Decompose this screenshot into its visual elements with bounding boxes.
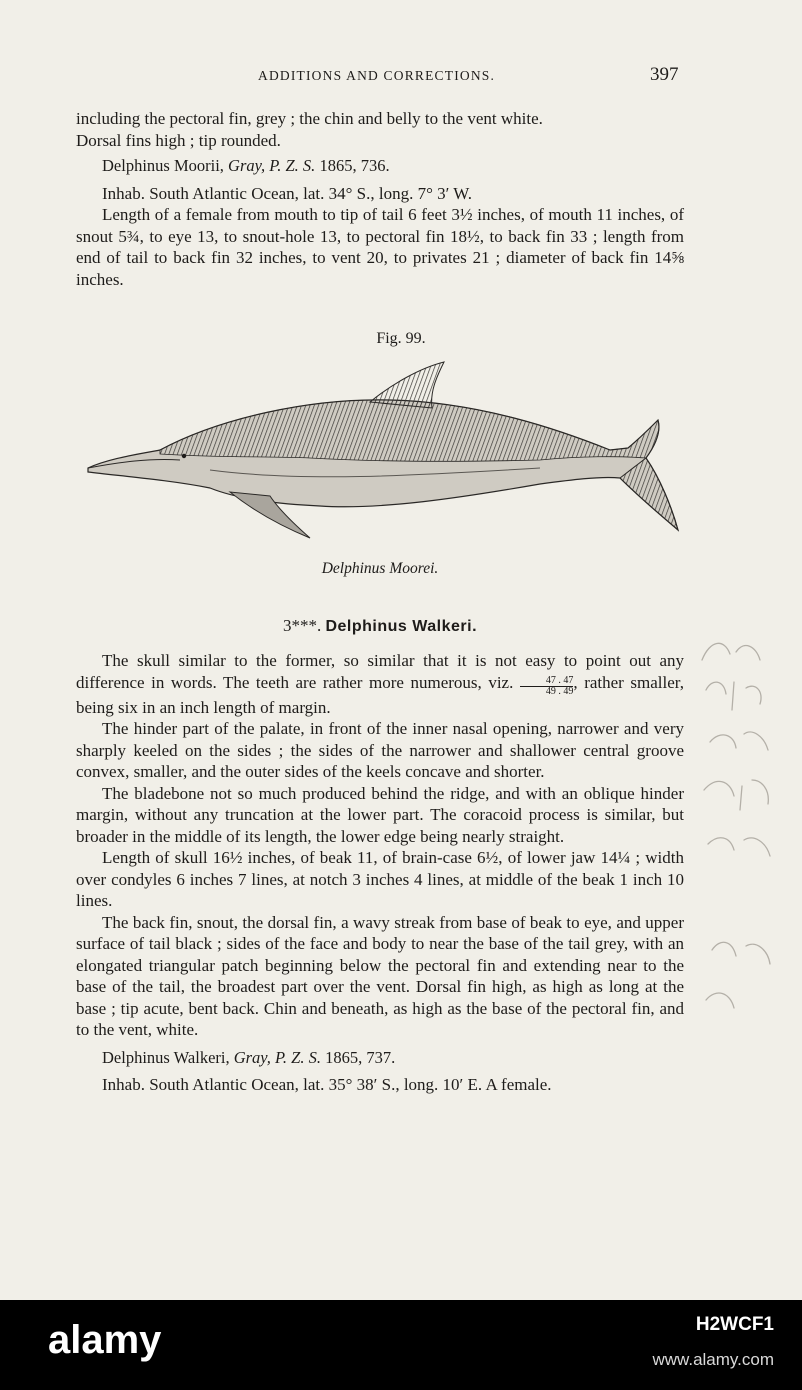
top-text-block <box>76 108 684 290</box>
measurements-moorii: Length of a female from mouth to tip of tail 6 feet 3½ inches, of mouth 11 inches, of snout 5¾, to eye 13, to snout-hole 13, to pectoral fin 18½, to back fin 33 ; length from end of tail to back fin 32 inches, to vent 20, to privates 21 ; diameter of back fin 14⅝ inches. <box>76 205 684 289</box>
dolphin-dark-back <box>160 400 659 461</box>
continued-line: including the pectoral fin, grey ; the chin and belly to the vent white. <box>76 109 543 128</box>
dorsal-line: Dorsal fins high ; tip rounded. <box>76 130 281 150</box>
page-header <box>0 66 802 88</box>
walkeri-text-block <box>76 650 684 1096</box>
citation-walkeri: Delphinus Walkeri, Gray, P. Z. S. 1865, 737. <box>102 1047 396 1067</box>
habitat-walkeri: Inhab. South Atlantic Ocean, lat. 35° 38′ S., long. 10′ E. A female. <box>102 1075 552 1094</box>
page-number: 397 <box>650 64 679 85</box>
figure-label: Fig. 99. <box>376 330 426 347</box>
alamy-logo: alamy <box>48 1318 162 1362</box>
image-id: H2WCF1 <box>695 1314 774 1335</box>
section-heading <box>0 616 760 636</box>
running-head: ADDITIONS AND CORRECTIONS. <box>258 68 496 83</box>
paragraph-palate: The hinder part of the palate, in front of the inner nasal opening, narrower and very sharply keeled on the sides ; the sides of the narrower and shallower central groove convex, smaller, and the outer sides of the keels concave and shorter. <box>76 719 684 781</box>
pencil-margin-notes <box>690 630 795 1050</box>
stock-photo-footer <box>0 1300 802 1390</box>
paragraph-lengths: Length of skull 16½ inches, of beak 11, of brain-case 6½, of lower jaw 14¼ ; width over condyles 6 inches 7 lines, at notch 3 inches 4 lines, at middle of the beak 1 inch 10 lines. <box>76 848 684 910</box>
dolphin-eye <box>182 454 186 458</box>
site-url: www.alamy.com <box>652 1350 774 1369</box>
figure-caption: Delphinus Moorei. <box>321 560 439 577</box>
section-title: Delphinus Walkeri. <box>325 618 478 635</box>
teeth-fraction: $\frac{47 . 47}{49 . 49}$ <box>520 676 574 697</box>
dolphin-illustration <box>80 358 690 548</box>
citation-moorii: Delphinus Moorii, Gray, P. Z. S. 1865, 736. <box>102 156 390 175</box>
paragraph-colouring: The back fin, snout, the dorsal fin, a wavy streak from base of beak to eye, and upper surface of tail black ; sides of the face and body to near the base of the tail grey, with an elongated triangular patch beginning below the pectoral fin and extending near to the base of the tail, the broadest part over the vent. Dorsal fin high, as high as long at the base ; tip acute, bent back. Chin and beneath, as high as the base of the pectoral fin, and to the vent, white. <box>76 912 684 1039</box>
paragraph-skull: The skull similar to the former, so similar that it is not easy to point out any difference in words. The teeth are rather more numerous, viz. $\frac{47 . 47}{49 . 49}$ , rather smaller, being six in an inch length of margin. <box>76 651 684 717</box>
dorsal-fin <box>370 362 444 408</box>
habitat-moorii: Inhab. South Atlantic Ocean, lat. 34° S., long. 7° 3′ W. <box>102 183 473 203</box>
section-number: 3***. <box>282 616 322 635</box>
paragraph-bladebone: The bladebone not so much produced behind the ridge, and with an oblique hinder margin, without any truncation at the lower part. The coracoid process is similar, but broader in the middle of its length, the lower edge being nearly straight. <box>76 783 684 846</box>
